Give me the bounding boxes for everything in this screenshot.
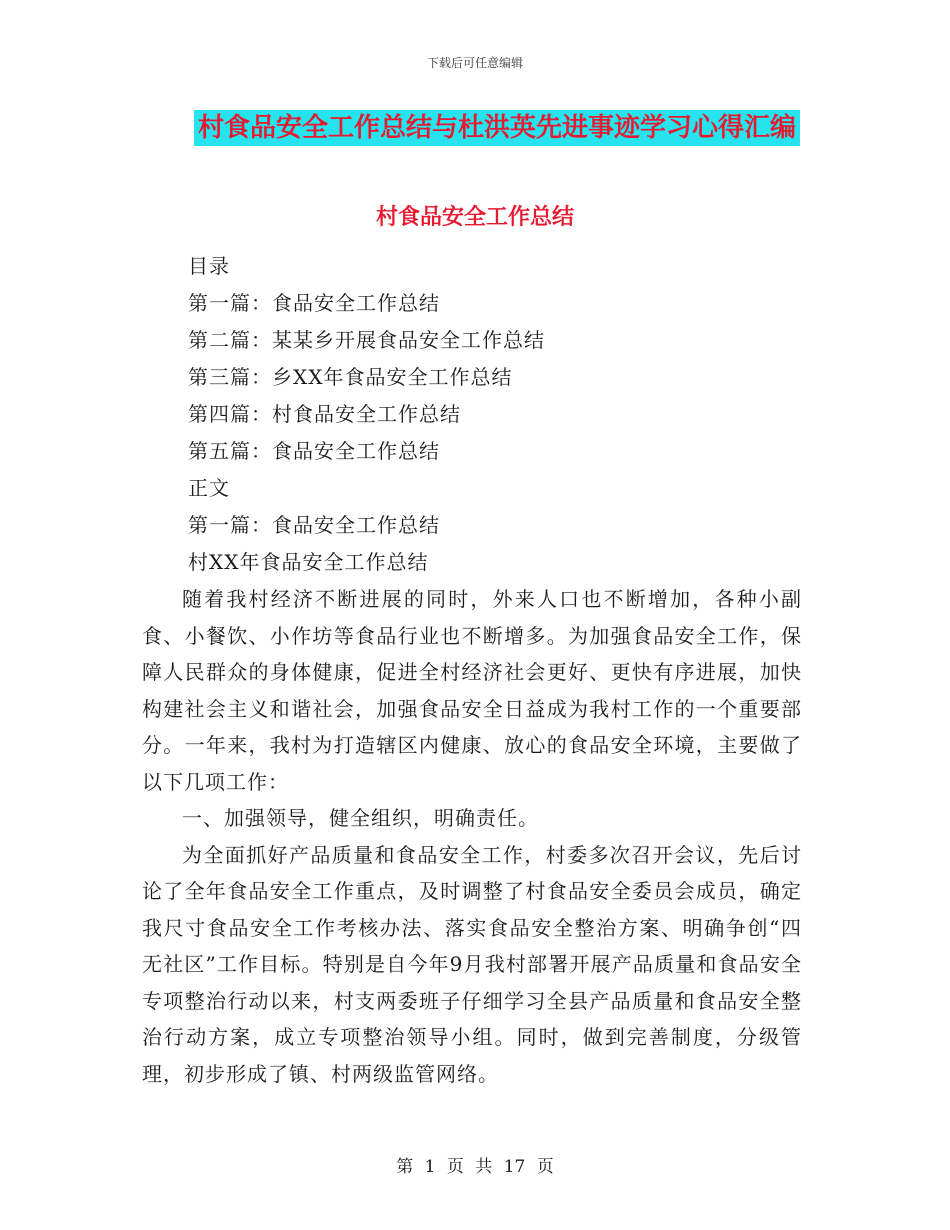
body-text bbox=[142, 581, 802, 1092]
toc-heading: 目录 bbox=[188, 254, 230, 278]
main-title: 村食品安全工作总结与杜洪英先进事迹学习心得汇编 bbox=[194, 110, 800, 146]
toc-item: 第四篇：村食品安全工作总结 bbox=[188, 402, 461, 426]
table-of-contents bbox=[188, 248, 545, 581]
toc-item: 第五篇：食品安全工作总结 bbox=[188, 439, 440, 463]
paragraph: 为全面抓好产品质量和食品安全工作，村委多次召开会议，先后讨论了全年食品安全工作重点，及时调整了村食品安全委员会成员，确定我尺寸食品安全工作考核办法、落实食品安全整治方案、明确争创“四无社区”工作目标。特别是自今年9月我村部署开展产品质量和食品安全专项整治行动以来，村支两委班子仔细学习全县产品质量和食品安全整治行动方案，成立专项整治领导小组。同时，做到完善制度，分级管理，初步形成了镇、村两级监管网络。 bbox=[142, 842, 802, 1086]
paragraph: 随着我村经济不断进展的同时，外来人口也不断增加，各种小副食、小餐饮、小作坊等食品行业也不断增多。为加强食品安全工作，保障人民群众的身体健康，促进全村经济社会更好、更快有序进展，加快构建社会主义和谐社会，加强食品安全日益成为我村工作的一个重要部分。一年来，我村为打造辖区内健康、放心的食品安全环境，主要做了以下几项工作： bbox=[142, 587, 802, 794]
page-footer: 第 1 页 共 17 页 bbox=[396, 1157, 554, 1177]
paragraph-heading: 一、加强领导，健全组织，明确责任。 bbox=[182, 806, 539, 830]
toc-item: 第三篇：乡XX年食品安全工作总结 bbox=[188, 365, 513, 389]
chapter-heading: 第一篇：食品安全工作总结 bbox=[188, 513, 440, 537]
toc-item: 第二篇：某某乡开展食品安全工作总结 bbox=[188, 328, 545, 352]
section-title: 村食品安全工作总结 bbox=[375, 205, 574, 230]
toc-item: 第一篇：食品安全工作总结 bbox=[188, 291, 440, 315]
header-note: 下载后可任意编辑 bbox=[426, 56, 523, 70]
article-title: 村XX年食品安全工作总结 bbox=[188, 550, 429, 574]
body-heading: 正文 bbox=[188, 476, 230, 500]
